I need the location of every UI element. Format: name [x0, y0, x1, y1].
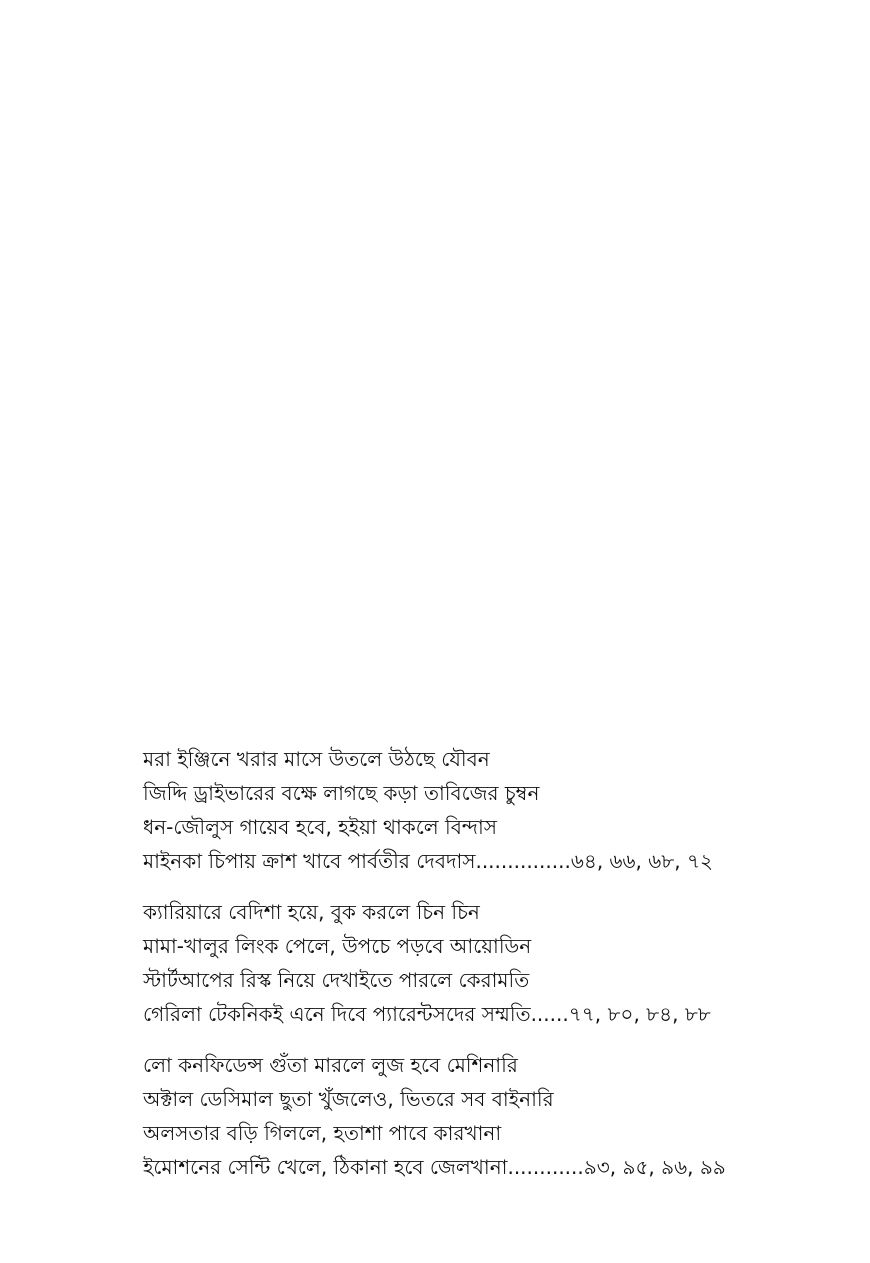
- verse-line: ধন-জৌলুস গায়েব হবে, হইয়া থাকলে বিন্দাস: [143, 815, 497, 839]
- verse-line-with-pages: [143, 844, 743, 878]
- verse-line: অক্টাল ডেসিমাল ছুতা খুঁজলেও, ভিতরে সব বাইনারি: [143, 1087, 554, 1111]
- verse-line-with-pages: [143, 997, 743, 1031]
- verse-line: মামা-খালুর লিংক পেলে, উপচে পড়বে আয়োডিন: [143, 934, 532, 958]
- dot-leader: ......: [530, 1002, 569, 1026]
- stanza-1: [143, 742, 743, 878]
- dot-leader: ...............: [475, 849, 571, 873]
- verse-line: মরা ইঞ্জিনে খরার মাসে উতলে উঠছে যৌবন: [143, 747, 490, 771]
- verse-line: ক্যারিয়ারে বেদিশা হয়ে, বুক করলে চিন চিন: [143, 900, 480, 924]
- verse-line: জিদ্দি ড্রাইভারের বক্ষে লাগছে কড়া তাবিজের চুম্বন: [143, 781, 540, 805]
- page-references: ৭৭, ৮০, ৮৪, ৮৮: [568, 1002, 711, 1026]
- page-references: ৯৩, ৯৫, ৯৬, ৯৯: [583, 1155, 726, 1179]
- dot-leader: ............: [507, 1155, 584, 1179]
- verse-line: অলসতার বড়ি গিললে, হতাশা পাবে কারখানা: [143, 1121, 502, 1145]
- page-references: ৬৪, ৬৬, ৬৮, ৭২: [570, 849, 713, 873]
- verse-line-with-pages: [143, 1150, 743, 1184]
- verse-index: [143, 742, 743, 1201]
- stanza-2: [143, 895, 743, 1031]
- verse-text: মাইনকা চিপায় ক্রাশ খাবে পার্বতীর দেবদাস: [143, 849, 476, 873]
- verse-line: স্টার্টআপের রিস্ক নিয়ে দেখাইতে পারলে কেরামতি: [143, 968, 530, 992]
- stanza-3: [143, 1048, 743, 1184]
- verse-line: লো কনফিডেন্স গুঁতা মারলে লুজ হবে মেশিনারি: [143, 1053, 518, 1077]
- verse-text: ইমোশনের সেন্টি খেলে, ঠিকানা হবে জেলখানা: [143, 1155, 508, 1179]
- verse-text: গেরিলা টেকনিকই এনে দিবে প্যারেন্টসদের সম্মতি: [143, 1002, 531, 1026]
